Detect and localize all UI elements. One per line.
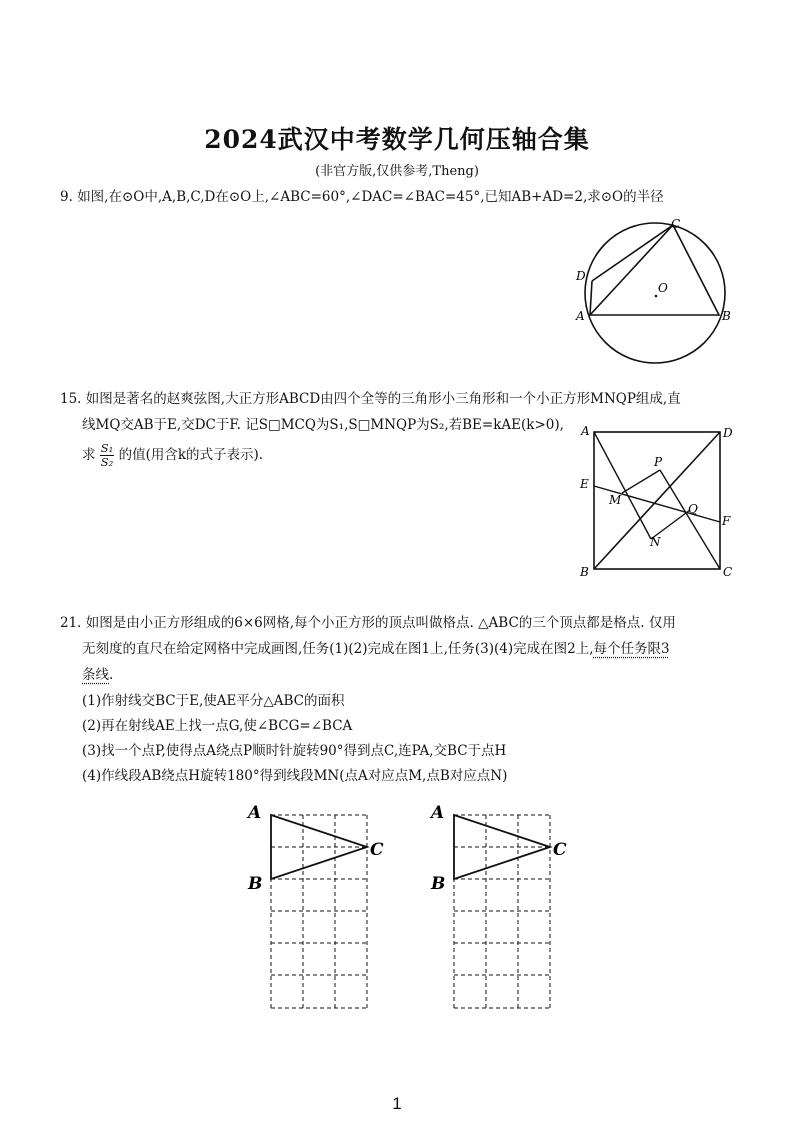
q9-number: 9.	[60, 189, 73, 205]
q21-grid-figure-2	[423, 798, 583, 1018]
fraction-numerator: S₁	[100, 441, 114, 455]
line-an	[594, 432, 651, 539]
label-a: A	[581, 424, 590, 438]
q21-emphasis-2: 条线	[82, 667, 109, 683]
label-a: A	[431, 803, 445, 823]
q21-line3-tail: .	[109, 667, 114, 683]
fraction-s1-s2	[100, 442, 115, 469]
label-c: C	[723, 565, 733, 579]
center-point	[655, 295, 658, 298]
fraction-denominator: S₂	[100, 455, 114, 469]
q15-line3-suffix: 的值(用含k的式子表示).	[118, 447, 264, 463]
label-f: F	[722, 514, 731, 528]
q15-line1	[60, 386, 681, 412]
q21-line2	[82, 636, 670, 662]
label-c: C	[671, 217, 681, 231]
page-number: 1	[392, 1094, 402, 1113]
label-q: Q	[688, 502, 698, 516]
label-m: M	[609, 493, 622, 507]
q21-line1	[60, 610, 676, 636]
q15-line2: 线MQ交AB于E,交DC于F. 记S□MCQ为S₁,S□MNQP为S₂,若BE=kAE(k>0),	[82, 417, 564, 433]
q21-number: 21.	[60, 615, 82, 631]
segment-ad	[590, 281, 592, 315]
label-b: B	[248, 874, 263, 894]
label-b: B	[580, 565, 589, 579]
line-mp	[622, 470, 660, 493]
label-o: O	[658, 281, 668, 295]
q15-line3	[82, 442, 263, 469]
q15-square-figure	[574, 420, 744, 584]
label-a: A	[576, 309, 585, 323]
q9-circle-figure	[570, 214, 740, 374]
label-e: E	[580, 477, 589, 491]
label-b: B	[722, 309, 731, 323]
q21-task-3: (3)找一个点P,使得点A绕点P顺时针旋转90°得到点C,连PA,交BC于点H	[82, 743, 507, 759]
label-d: D	[723, 426, 733, 440]
label-p: P	[654, 455, 663, 469]
q9-body: 如图,在⊙O中,A,B,C,D在⊙O上,∠ABC=60°,∠DAC=∠BAC=45°,已知AB+AD=2,求⊙O的半径	[77, 189, 664, 205]
label-c: C	[553, 840, 567, 860]
label-a: A	[248, 803, 262, 823]
q21-emphasis-1: 每个任务限3	[593, 641, 670, 657]
label-b: B	[431, 874, 446, 894]
dashed-grid	[454, 815, 550, 1008]
q15-line1-text: 如图是著名的赵爽弦图,大正方形ABCD由四个全等的三角形小三角形和一个小正方形MNQP组成,直	[85, 391, 681, 407]
q15-line3-prefix: 求	[82, 447, 96, 463]
page-title: 2024武汉中考数学几何压轴合集	[204, 125, 590, 154]
q15-number: 15.	[60, 391, 82, 407]
q21-line2-text: 无刻度的直尺在给定网格中完成画图,任务(1)(2)完成在图1上,任务(3)(4)完成在图2上,	[82, 641, 594, 657]
dashed-grid	[271, 815, 367, 1008]
q21-line1-text: 如图是由小正方形组成的6×6网格,每个小正方形的顶点叫做格点. △ABC的三个顶点都是格点. 仅用	[85, 615, 676, 631]
q21-line3	[82, 662, 113, 688]
q21-task-2: (2)再在射线AE上找一点G,使∠BCG=∠BCA	[82, 718, 353, 734]
label-n: N	[650, 535, 661, 549]
q21-grid-figure-1	[240, 798, 400, 1018]
q21-task-1: (1)作射线交BC于E,使AE平分△ABC的面积	[82, 693, 345, 709]
label-d: D	[576, 269, 586, 283]
q21-task-4: (4)作线段AB绕点H旋转180°得到线段MN(点A对应点M,点B对应点N)	[82, 768, 508, 784]
label-c: C	[370, 840, 384, 860]
q9-text	[60, 184, 664, 210]
page-subtitle: (非官方版,仅供参考,Theng)	[315, 164, 479, 179]
segment-dc	[592, 225, 673, 281]
